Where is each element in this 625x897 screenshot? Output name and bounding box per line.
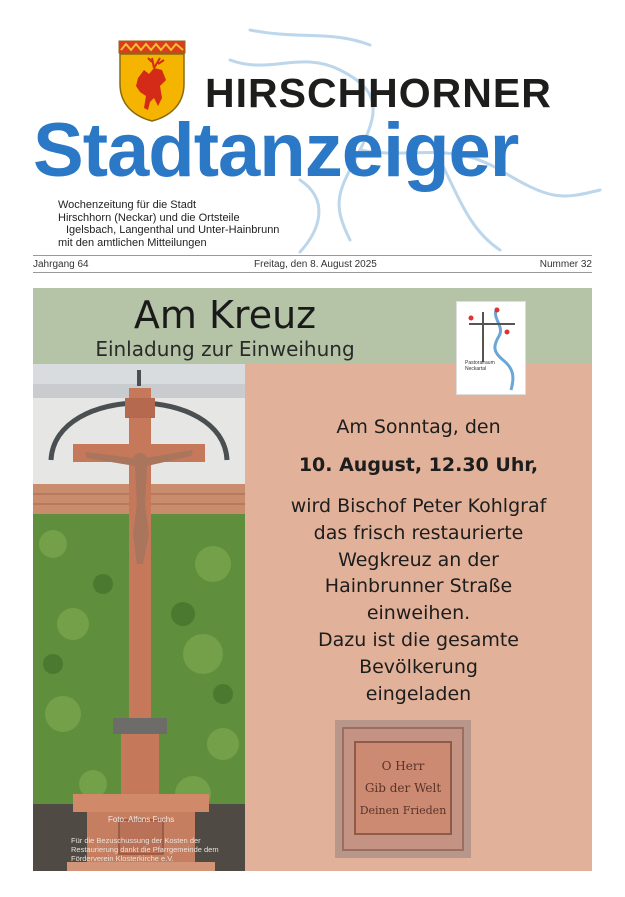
pastoral-logo — [456, 301, 526, 395]
announcement-body-line: Hainbrunner Straße — [324, 575, 513, 598]
poster-subtitle: Einladung zur Einweihung — [95, 337, 355, 361]
announcement-body-line: einweihen. — [366, 602, 471, 625]
subtitle-line: mit den amtlichen Mitteilungen — [58, 236, 207, 249]
event-poster — [33, 288, 592, 871]
subtitle-line: Wochenzeitung für die Stadt — [58, 199, 196, 211]
announcement-body-line: Wegkreuz an der — [338, 548, 499, 571]
announcement-body-line: wird Bischof Peter Kohlgraf — [290, 495, 547, 517]
plaque-line: Gib der Welt — [364, 781, 442, 795]
announcement-body-line: eingeladen — [365, 682, 472, 705]
photo-credit: Foto: Alfons Fuchs — [108, 815, 175, 824]
issue-info-bar — [33, 255, 592, 273]
announcement-text — [245, 414, 592, 707]
masthead-title-main: Stadtanzeiger — [33, 108, 519, 193]
logo-text: Pastoralraum Neckartal — [465, 360, 495, 372]
plaque-line: O Herr — [381, 759, 425, 773]
announcement-body-line: Dazu ist die gesamte — [317, 628, 519, 651]
wayside-cross-photo — [33, 364, 245, 871]
issue-number: Nummer 32 — [539, 259, 592, 270]
issue-volume: Jahrgang 64 — [33, 259, 89, 270]
announcement-body-line: Bevölkerung — [359, 655, 478, 678]
announcement-date: 10. August, 12.30 Uhr, — [298, 454, 539, 476]
announcement-body-line: das frisch restaurierte — [313, 521, 524, 544]
issue-date: Freitag, den 8. August 2025 — [254, 259, 377, 270]
subtitle-line: Igelsbach, Langenthal und Unter-Hainbrunn — [66, 224, 280, 236]
stone-plaque-photo — [335, 720, 471, 858]
photo-caption: Für die Bezuschussung der Kosten der Restaurierung dankt die Pfarrgemeinde dem Förderverein Klosterkirche e.V. — [71, 836, 219, 863]
poster-title: Am Kreuz — [133, 293, 317, 337]
masthead-subtitle — [58, 199, 279, 249]
pastoral-logo-icon — [457, 302, 527, 396]
masthead-title-top: HIRSCHHORNER — [205, 70, 552, 116]
plaque-line: Deinen Frieden — [359, 804, 447, 817]
subtitle-line: Hirschhorn (Neckar) und die Ortsteile — [58, 211, 240, 224]
announcement-line: Am Sonntag, den — [336, 416, 501, 438]
masthead — [0, 0, 625, 255]
announcement-body — [245, 493, 592, 707]
